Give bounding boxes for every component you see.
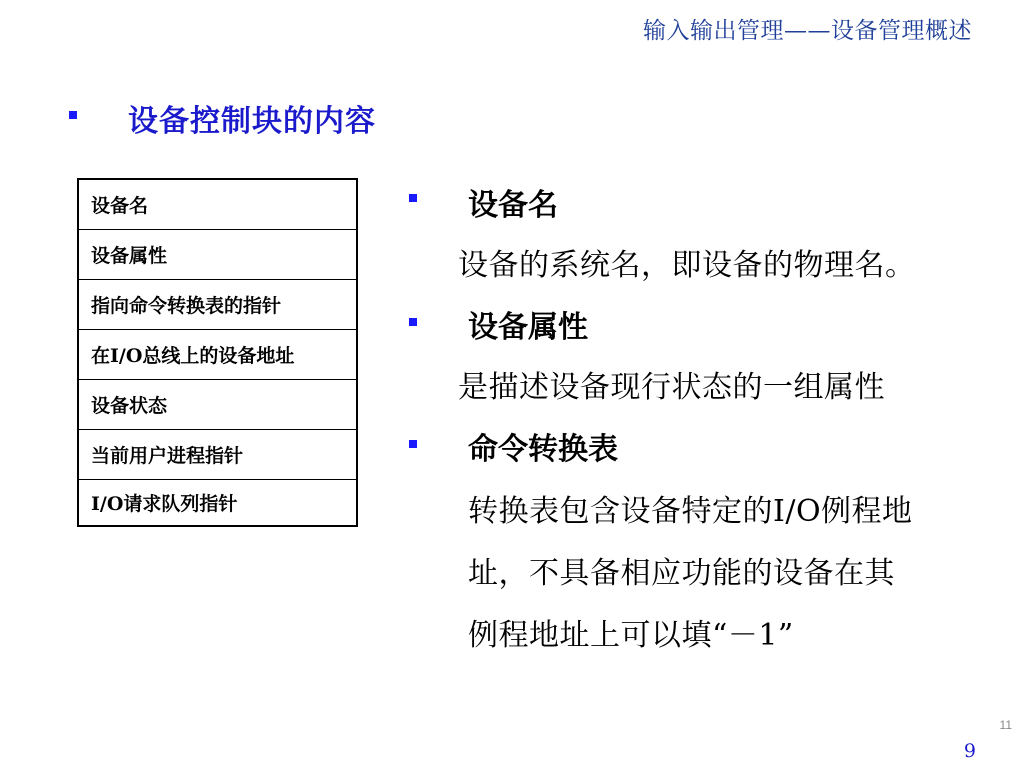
table-row: 当前用户进程指针: [79, 430, 356, 480]
bullet-icon: [69, 111, 77, 119]
header-title: 输入输出管理——设备管理概述: [643, 18, 972, 44]
bullet-icon: [409, 194, 417, 202]
page-number: 9: [963, 740, 976, 762]
bullet-icon: [409, 440, 417, 448]
table-row: 在I/O总线上的设备地址: [79, 330, 356, 380]
item-title: 设备属性: [468, 310, 588, 345]
item-title: 设备名: [468, 188, 558, 223]
table-row: 指向命令转换表的指针: [79, 280, 356, 330]
table-row: 设备名: [79, 180, 356, 230]
bullet-icon: [409, 318, 417, 326]
item-desc: 转换表包含设备特定的I/O例程地: [468, 494, 913, 529]
item-desc: 例程地址上可以填“－1”: [468, 618, 794, 653]
item-desc: 址，不具备相应功能的设备在其: [468, 556, 895, 591]
item-desc: 是描述设备现行状态的一组属性: [458, 370, 885, 405]
page-small-number: 11: [999, 718, 1012, 732]
table-row: 设备状态: [79, 380, 356, 430]
section-heading: 设备控制块的内容: [128, 104, 376, 139]
dcb-table: [77, 178, 358, 527]
item-desc: 设备的系统名，即设备的物理名。: [458, 248, 916, 283]
item-title: 命令转换表: [468, 432, 618, 467]
table-row: 设备属性: [79, 230, 356, 280]
table-row: I/O请求队列指针: [91, 493, 238, 515]
